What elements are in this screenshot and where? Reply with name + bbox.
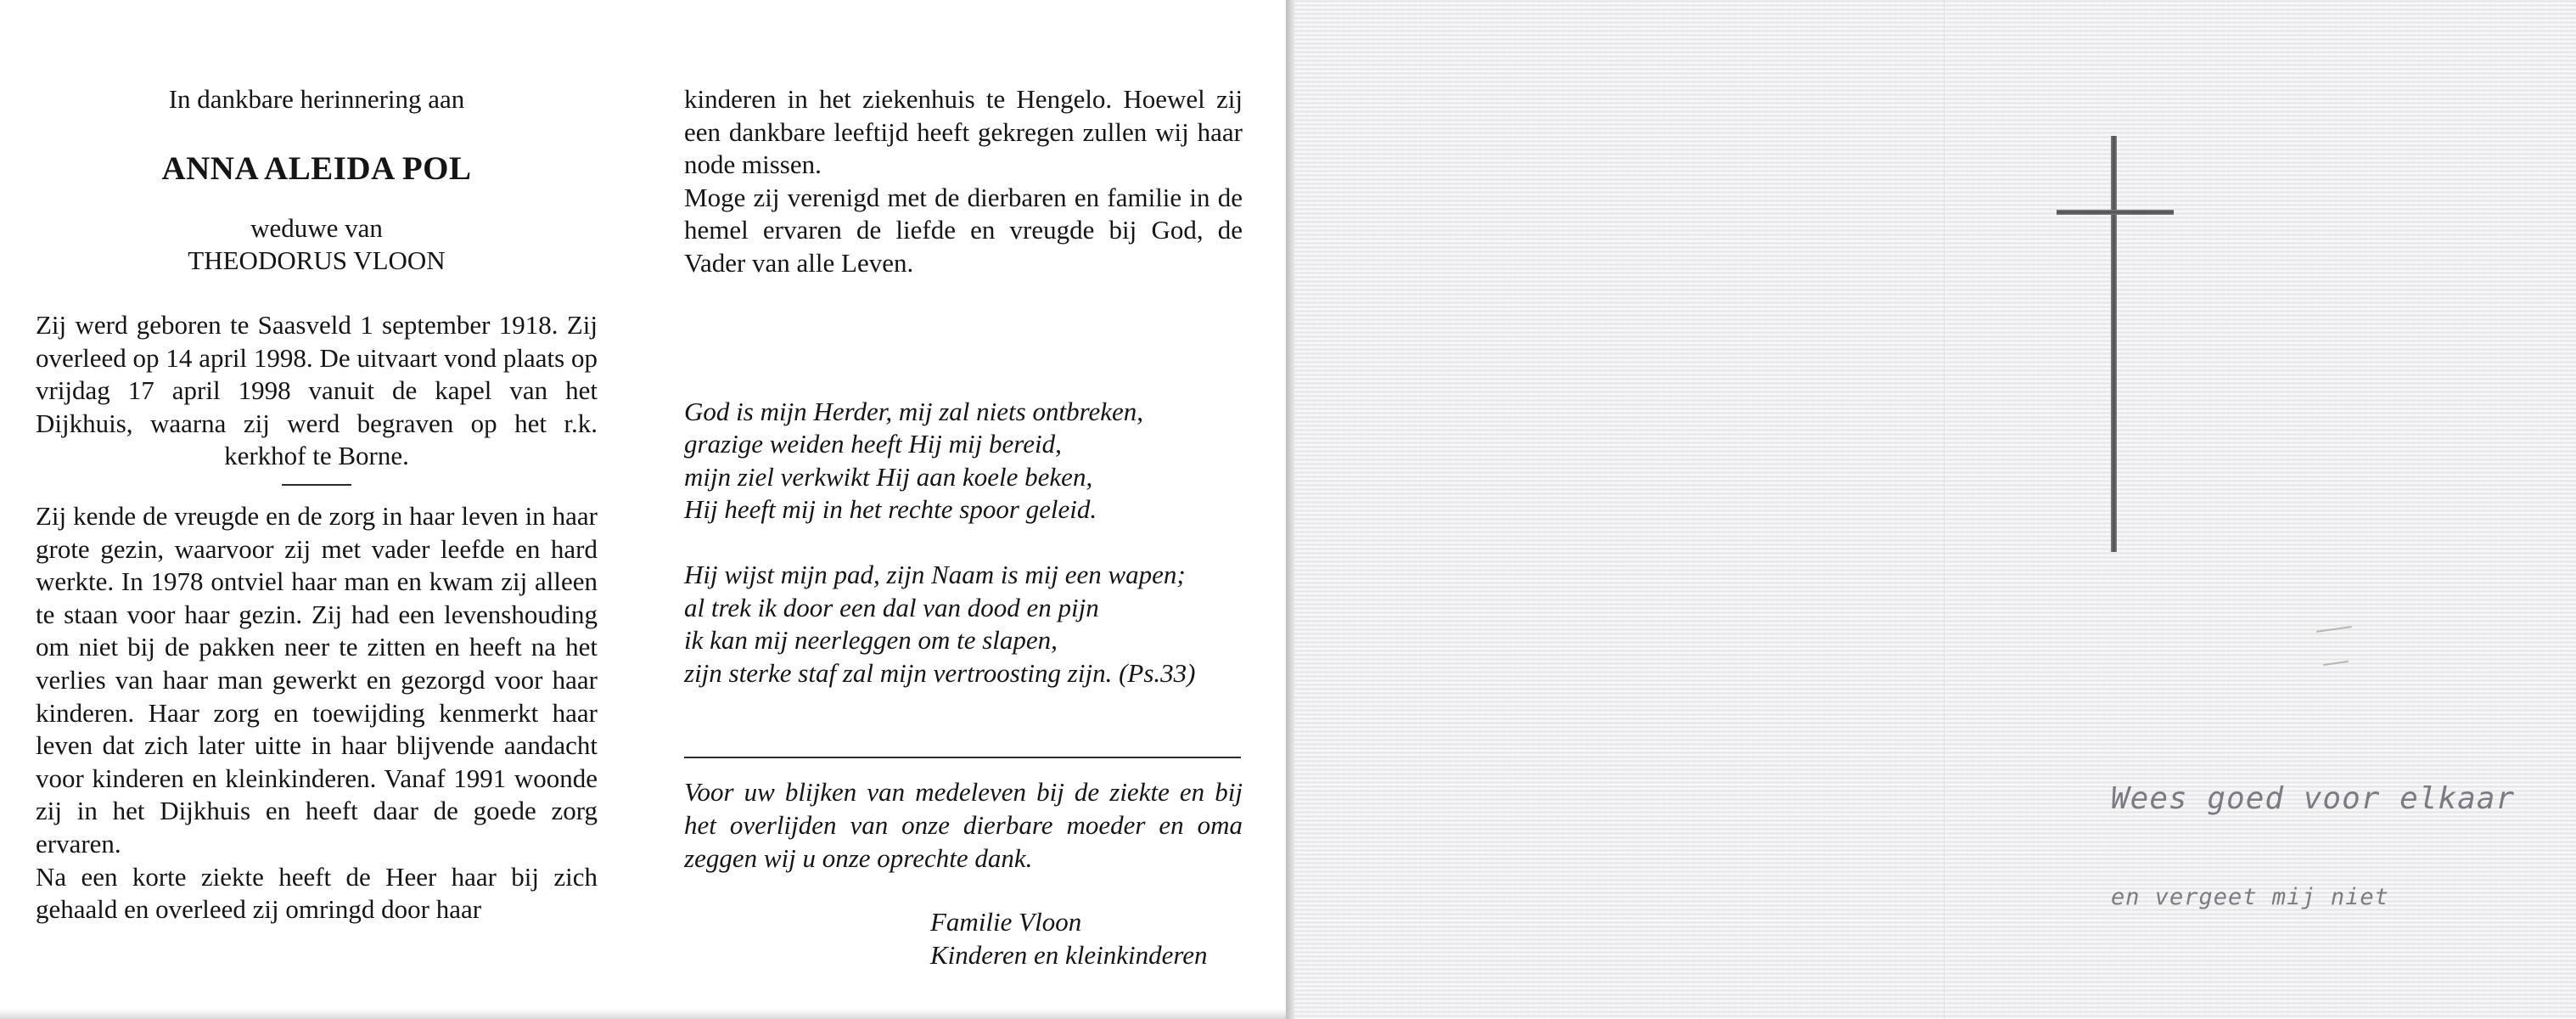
signature-children: Kinderen en kleinkinderen — [930, 939, 1208, 970]
cover-page — [1294, 0, 2576, 1019]
paper-mark — [2323, 661, 2349, 666]
psalm-line: ik kan mij neerleggen om te slapen, — [684, 625, 1058, 656]
card-fold — [1944, 0, 1946, 1019]
scan-gutter — [1286, 0, 1294, 1019]
divider-short — [282, 484, 351, 486]
cross-icon-bar — [2057, 210, 2174, 215]
psalm-line: Hij wijst mijn pad, zijn Naam is mij een wapen; — [684, 559, 1186, 589]
prayer-paragraph: Moge zij verenigd met de dierbaren en familie in de hemel ervaren de liefde en vreugde bij God, de Vader van alle Leven. — [684, 182, 1243, 278]
signature-block — [684, 906, 1243, 971]
life-paragraph: Zij kende de vreugde en de zorg in haar leven in haar grote gezin, waarvoor zij met vader leefde en hard werkte. In 1978 ontviel haar man en kwam zij alleen te staan voor haar gezin. Zij had een levenshouding om niet bij de pakken neer te zitten en heeft na het verlies van haar man gewerkt en gezorgd voor haar kinderen. Haar zorg en toewijding kenmerkt haar leven dat zich later uitte in haar blijvende aandacht voor kinderen en kleinkinderen. Vanaf 1991 woonde zij in het Dijkhuis en heeft daar de goede zorg ervaren. — [36, 500, 598, 859]
cross-icon — [2111, 136, 2117, 552]
deceased-name: ANNA ALEIDA POL — [161, 150, 472, 187]
continuation-paragraph: kinderen in het ziekenhuis te Hengelo. Hoewel zij een dankbare leeftijd heeft gekregen zullen wij haar node missen. — [684, 84, 1243, 180]
thanks-paragraph: Voor uw blijken van medeleven bij de ziekte en bij het overlijden van onze dierbare moeder en oma zeggen wij u onze oprechte dank. — [684, 777, 1243, 873]
psalm-line: mijn ziel verkwikt Hij aan koele beken, — [684, 461, 1093, 492]
psalm-line: zijn sterke staf zal mijn vertroosting zijn. (Ps.33) — [684, 657, 1196, 688]
cover-script-line-1: Wees goed voor elkaar — [2111, 781, 2516, 816]
closing-paragraph: Na een korte ziekte heeft de Heer haar bij zich gehaald en overleed zij omringd door haar — [36, 861, 598, 925]
inside-spread — [0, 0, 1286, 1019]
signature-family: Familie Vloon — [930, 907, 1082, 937]
divider-long — [684, 757, 1241, 758]
cover-script-line-2: en vergeet mij niet — [2111, 884, 2389, 910]
psalm-verse — [684, 396, 1243, 690]
left-column — [36, 83, 598, 926]
right-column — [684, 83, 1243, 971]
husband-name: THEODORUS VLOON — [188, 245, 446, 275]
intro-line: In dankbare herinnering aan — [168, 84, 465, 114]
psalm-line: al trek ik door een dal van dood en pijn — [684, 592, 1099, 622]
widow-line: weduwe van — [250, 213, 383, 243]
biography-paragraph: Zij werd geboren te Saasveld 1 september 1918. Zij overleed op 14 april 1998. De uitvaart vond plaats op vrijdag 17 april 1998 vanuit de kapel van het Dijkhuis, waarna zij werd begraven op het r.k. kerkhof te Borne. — [36, 310, 598, 471]
paper-mark — [2316, 626, 2352, 633]
psalm-line: Hij heeft mij in het rechte spoor geleid. — [684, 494, 1097, 525]
psalm-line: God is mijn Herder, mij zal niets ontbreken, — [684, 396, 1144, 426]
psalm-line: grazige weiden heeft Hij mij bereid, — [684, 429, 1062, 459]
